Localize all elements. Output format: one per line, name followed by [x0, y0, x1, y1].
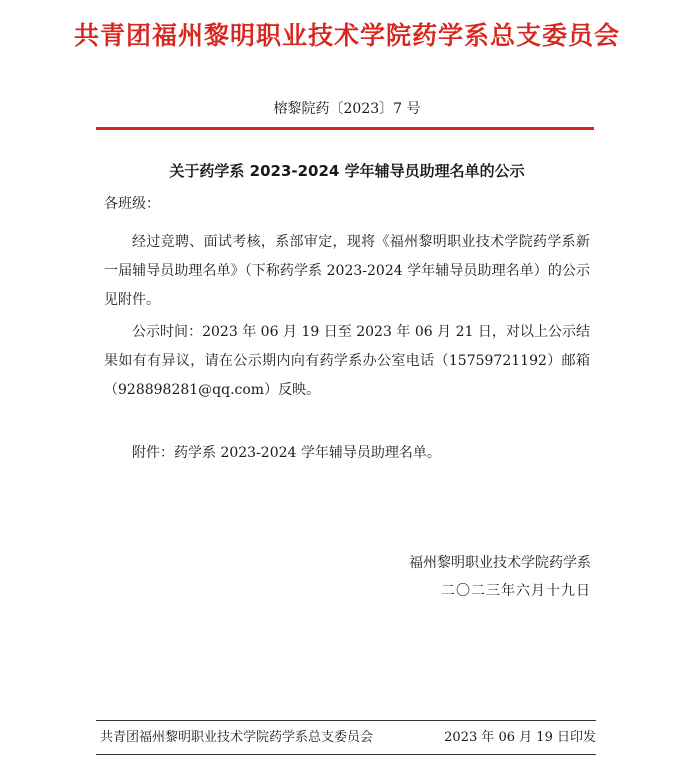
document-number: 榕黎院药〔2023〕7 号	[273, 101, 421, 117]
notice-title: 关于药学系 2023-2024 学年辅导员助理名单的公示	[169, 162, 525, 180]
red-divider	[96, 127, 594, 130]
issuing-org-header: 共青团福州黎明职业技术学院药学系总支委员会	[73, 21, 620, 50]
attachment-note: 附件：药学系 2023-2024 学年辅导员助理名单。	[132, 445, 441, 461]
footer-issue-date: 2023 年 06 月 19 日印发	[444, 730, 596, 745]
body-paragraph-2: 公示时间：2023 年 06 月 19 日至 2023 年 06 月 21 日，对以上公示结果如有有异议，请在公示期内向有药学系办公室电话（15759721192）邮箱（928898281@qq.com）反映。	[104, 324, 590, 398]
signer-name: 福州黎明职业技术学院药学系	[409, 555, 591, 571]
salutation: 各班级：	[104, 196, 160, 212]
footer-divider-bottom	[96, 754, 596, 755]
footer-divider-top	[96, 720, 596, 721]
signature-date: 二〇二三年六月十九日	[441, 583, 591, 599]
footer-org: 共青团福州黎明职业技术学院药学系总支委员会	[100, 730, 374, 745]
body-paragraph-1: 经过竞聘、面试考核，系部审定，现将《福州黎明职业技术学院药学系新一届辅导员助理名单》（下称药学系 2023-2024 学年辅导员助理名单）的公示见附件。	[104, 234, 590, 308]
